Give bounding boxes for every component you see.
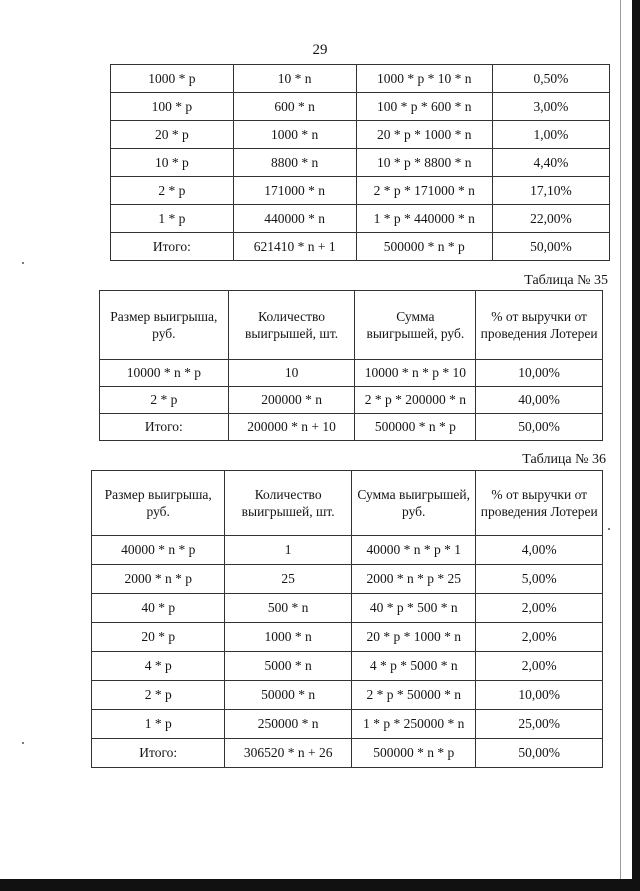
- table-total-row: [111, 233, 610, 261]
- table-cell: 10 * n: [233, 65, 356, 93]
- table-cell: 2 * р * 50000 * n: [351, 681, 476, 710]
- table-cell: 2 * р: [111, 177, 234, 205]
- table-cell: 20 * р * 1000 * n: [351, 623, 476, 652]
- table-row: [92, 652, 603, 681]
- table-cell: 50000 * n: [225, 681, 352, 710]
- column-header: Количество выигрышей, шт.: [228, 291, 355, 360]
- table-total-row: [100, 414, 603, 441]
- table-35-caption: Таблица № 35: [524, 273, 608, 288]
- table-cell: 440000 * n: [233, 205, 356, 233]
- column-header: % от выручки от проведения Лотереи: [476, 291, 603, 360]
- table-cell: 20 * р: [111, 121, 234, 149]
- table-cell: 3,00%: [492, 93, 609, 121]
- table-row: [92, 710, 603, 739]
- table-cell: 100 * р * 600 * n: [356, 93, 492, 121]
- table-cell: 10000 * n * р: [100, 360, 229, 387]
- table-cell: 1000 * n: [233, 121, 356, 149]
- table-cell: 2 * р * 171000 * n: [356, 177, 492, 205]
- table-cell: 10000 * n * р * 10: [355, 360, 476, 387]
- table-row: [111, 177, 610, 205]
- table-row: [111, 205, 610, 233]
- table-row: [92, 594, 603, 623]
- scan-shadow-line: [620, 0, 621, 891]
- table-cell: 40000 * n * р: [92, 536, 225, 565]
- table-cell: 200000 * n: [228, 387, 355, 414]
- table-row: [92, 681, 603, 710]
- table-row: [92, 536, 603, 565]
- column-header: Размер выигрыша, руб.: [100, 291, 229, 360]
- table-35: [99, 290, 603, 441]
- table-cell: 8800 * n: [233, 149, 356, 177]
- column-header: Размер выигрыша, руб.: [92, 471, 225, 536]
- table-cell: 40 * р * 500 * n: [351, 594, 476, 623]
- table-cell: 17,10%: [492, 177, 609, 205]
- column-header: Сумма выигрышей, руб.: [351, 471, 476, 536]
- table-row: [92, 623, 603, 652]
- table-cell: 200000 * n + 10: [228, 414, 355, 441]
- table-cell: 40000 * n * р * 1: [351, 536, 476, 565]
- column-header: % от выручки от проведения Лотереи: [476, 471, 603, 536]
- table-cell: 25: [225, 565, 352, 594]
- table-cell: 10: [228, 360, 355, 387]
- table-cell: 40,00%: [476, 387, 603, 414]
- table-cell: 2,00%: [476, 623, 603, 652]
- table-cell: 171000 * n: [233, 177, 356, 205]
- table-total-row: [92, 739, 603, 768]
- table-cell: 10,00%: [476, 360, 603, 387]
- table-cell: 500000 * n * р: [351, 739, 476, 768]
- table-header-row: [100, 291, 603, 360]
- table-cell: 10 * р * 8800 * n: [356, 149, 492, 177]
- table-cell: 1 * р: [92, 710, 225, 739]
- table-cell: 1,00%: [492, 121, 609, 149]
- table-cell: 1 * р * 250000 * n: [351, 710, 476, 739]
- table-cell: 2 * р * 200000 * n: [355, 387, 476, 414]
- table-cell: 2 * р: [100, 387, 229, 414]
- table-cell: Итого:: [92, 739, 225, 768]
- table-cell: 4 * р * 5000 * n: [351, 652, 476, 681]
- table-cell: 1 * р: [111, 205, 234, 233]
- table-cell: 50,00%: [476, 739, 603, 768]
- table-cell: 10,00%: [476, 681, 603, 710]
- table-cell: 25,00%: [476, 710, 603, 739]
- scan-speck: [22, 742, 24, 744]
- scan-speck: [22, 262, 24, 264]
- column-header: Количество выигрышей, шт.: [225, 471, 352, 536]
- table-cell: 4,00%: [476, 536, 603, 565]
- table-cell: 50,00%: [492, 233, 609, 261]
- table-row: [111, 121, 610, 149]
- table-cell: 621410 * n + 1: [233, 233, 356, 261]
- table-cell: 22,00%: [492, 205, 609, 233]
- table-cell: 50,00%: [476, 414, 603, 441]
- table-row: [92, 565, 603, 594]
- table-cell: 2,00%: [476, 652, 603, 681]
- table-cell: 40 * р: [92, 594, 225, 623]
- table-cell: 100 * р: [111, 93, 234, 121]
- column-header: Сумма выигрышей, руб.: [355, 291, 476, 360]
- table-36: [91, 470, 603, 768]
- table-34-continued: [110, 64, 610, 261]
- table-row: [100, 387, 603, 414]
- table-cell: 4,40%: [492, 149, 609, 177]
- table-cell: 2000 * n * р * 25: [351, 565, 476, 594]
- table-cell: 500 * n: [225, 594, 352, 623]
- table-cell: Итого:: [111, 233, 234, 261]
- table-cell: 1000 * р * 10 * n: [356, 65, 492, 93]
- table-row: [100, 360, 603, 387]
- table-header-row: [92, 471, 603, 536]
- table-cell: 2 * р: [92, 681, 225, 710]
- scan-edge-right: [632, 0, 640, 891]
- table-cell: Итого:: [100, 414, 229, 441]
- table-cell: 20 * р * 1000 * n: [356, 121, 492, 149]
- scan-speck: [608, 528, 610, 530]
- table-cell: 500000 * n * р: [355, 414, 476, 441]
- table-row: [111, 93, 610, 121]
- table-cell: 0,50%: [492, 65, 609, 93]
- table-cell: 1 * р * 440000 * n: [356, 205, 492, 233]
- table-cell: 1000 * n: [225, 623, 352, 652]
- table-cell: 10 * р: [111, 149, 234, 177]
- table-cell: 4 * р: [92, 652, 225, 681]
- table-cell: 20 * р: [92, 623, 225, 652]
- table-cell: 600 * n: [233, 93, 356, 121]
- table-row: [111, 65, 610, 93]
- table-cell: 1: [225, 536, 352, 565]
- table-cell: 500000 * n * р: [356, 233, 492, 261]
- table-cell: 2000 * n * р: [92, 565, 225, 594]
- table-cell: 2,00%: [476, 594, 603, 623]
- table-36-caption: Таблица № 36: [522, 452, 606, 467]
- page-number: 29: [312, 42, 328, 58]
- table-cell: 5000 * n: [225, 652, 352, 681]
- table-cell: 1000 * р: [111, 65, 234, 93]
- table-cell: 5,00%: [476, 565, 603, 594]
- scan-edge-bottom: [0, 879, 640, 891]
- table-row: [111, 149, 610, 177]
- table-cell: 250000 * n: [225, 710, 352, 739]
- table-cell: 306520 * n + 26: [225, 739, 352, 768]
